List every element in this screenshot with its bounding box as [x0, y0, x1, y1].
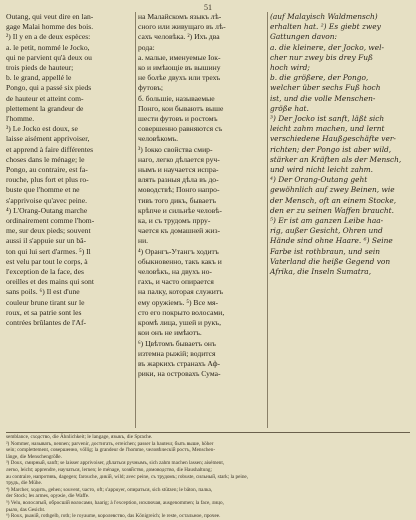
footnotes: semblance, сходство, die Ähnlichkeit; le langage, языкъ, die Sprache. ²) Nommer, называть, nennen; parvenir, достигать, erreichen; passer la hauteur, быть выше, höher sein; complettement, совершенно, völlig; la grandeur de l'homme, человѣческій ростъ, Menschen- länge, die Menschengröße. ³) Doux, смирный, sanft; se laisser apprivoiser, дѣлаться ручнымъ, sich zahm machen lassen; aisément, легко, leicht; apprendre, научаться, lernen; le ménage, хозяйство, домоводство, die Haushaltung; au contraire, напротивъ, dagegen; farouche, дикій, wild; avec peine, съ трудомъ; robuste, сильный, stark; la peine, трудъ, die Mühe. ⁴) Marcher, ходить, gehen; souvent, часто, oft; s'appuyer, опираться, sich stützen; le bâton, палка, der Stock; les armes, оружіе, die Waffe. ⁵) Velu, волосатый, обросшій волосами, haarig; à l'exception, исключая, ausgenommen; la face, лицо, рыло, das Gesicht. ⁶) Roux, рыжій, rothgelb, roth; le royaume, королевство, das Königreich; le reste, остальное, прочее.: [6, 434, 249, 520]
column-divider: [267, 12, 268, 428]
footnote-rule: [6, 432, 410, 433]
french-text-column: Outang, qui veut dire en lan- gage Malai homme des bois. ²) Il y en a de deux espèces: a. le petit, nommé le Jocko, qui ne parvient qu'à deux ou trois pieds de hauteur; b. le grand, appellé le Pongo, qui a passé six pieds de hauteur et atteint com- plettement la grandeur de l'homme. ³) Le Jocko est doux, se laisse aisément apprivoiser, et apprend à faire différentes choses dans le ménage; le Pongo, au contraire, est fa- rouche, plus fort et plus ro- buste que l'homme et ne s'apprivoise qu'avec peine. ⁴) L'Orang-Outang marche ordinairement comme l'hom- me, sur deux pieds; souvent aussi il s'appuie sur un bâ- ton qui lui sert d'armes. ⁵) Il est velu par tout le corps, à l'exception de la face, des oreilles et des mains qui sont sans poils. ⁶) Il est d'une couleur brune tirant sur le roux, et sa patrie sont les contrées brûlantes de l'Af-: [6, 12, 95, 328]
german-text-column: (auf Malayisch Waldmensch) erhalten hat. ²) Es giebt zwey Gattungen davon: a. die kleinere, der Jocko, wel- cher nur zwey bis drey Fuß hoch wird; b. die größere, der Pongo, welcher über sechs Fuß hoch ist, und die volle Menschen- größe hat. ³) Der Jocko ist sanft, läßt sich leicht zahm machen, und lernt verschiedene Haußgeschäfte ver- richten; der Pongo ist aber wild, stärker an Kräften als der Mensch, und wird nicht leicht zahm. ⁴) Der Orang-Outang geht gewöhnlich auf zwey Beinen, wie der Mensch, oft an einem Stocke, den er zu seinen Waffen braucht. ⁵) Er ist am ganzen Leibe haa- rig, außer Gesicht, Ohren und Hände sind ohne Haare. ⁶) Seine Farbe ist rothbraun, und sein Vaterland die heiße Gegend von Afrika, die Inseln Sumatra,: [270, 12, 402, 277]
page-number: 51: [204, 3, 212, 12]
russian-text-column: на Малайскомъ языкъ лѣ- сного или живущаго въ лѣ- сахъ человѣка. ²) Ихъ два рода: а. малые, именуемые Іок- ко и имѣющіе въ вышину не болѣе двухъ или трехъ футовъ; б. большіе, называемые Понго, кои бываютъ выше шести футовъ и ростомъ совершенно равняются съ человѣкомъ. ³) Іокко свойства смир- наго, легко дѣлается руч- нымъ и научается испра- влять разныя дѣла въ до- моводствѣ; Понго напро- тивъ того дикъ, бываетъ крѣпче и сильнѣе человѣ- ка, и съ трудомъ прру- чается къ домашней жиз- ни. ⁴) Орангъ-Утангъ ходитъ обыкновенно, такъ какъ и человѣкъ, на двухъ но- гахъ, и часто опирается на палку, которая служитъ ему оружіемъ. ⁵) Все мя- сто его покрыто волосами, кромѣ лица, ушей и рукъ, кои онъ не имѣютъ. ⁶) Цвѣтомъ бываетъ онъ изтемна рыжій; водится въ жаркихъ странахъ Аф- рики, на островахъ Сума-: [138, 12, 226, 379]
column-divider: [135, 12, 136, 428]
